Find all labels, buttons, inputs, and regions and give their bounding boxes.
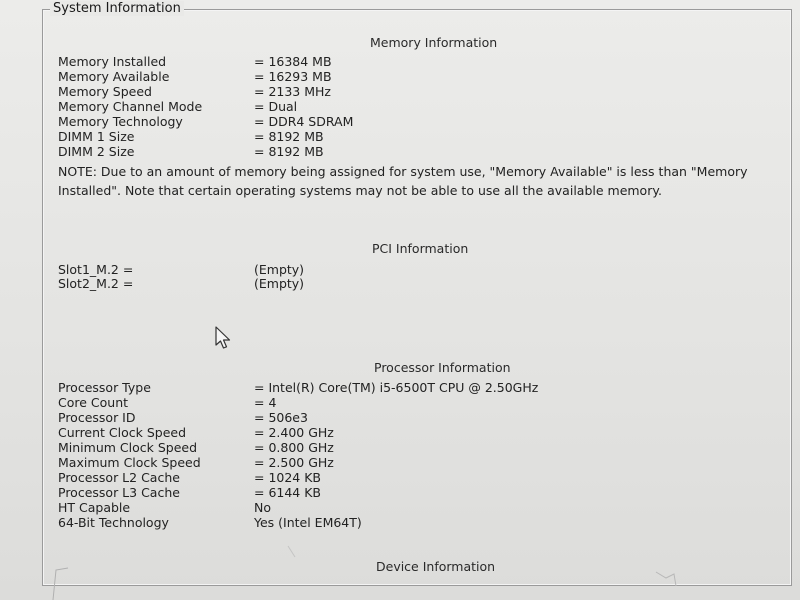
memory-note: NOTE: Due to an amount of memory being assigned for system use, "Memory Available" is less than "Memory Installed". Note that certain operating systems may not be able to use all the available memory. <box>58 164 748 198</box>
bios-screen: System Information Memory Information Memory Installed = 16384 MB Memory Available = 16293 MB Memory Speed = 2133 MHz Memory Channel Mode = Dual Memory Technology = DDR4 SDRAM DIMM 1 Size = 8192 MB DIMM 2 Size = 8192 MB NOTE: Due to an amount of memory being assigned for system use, "Memory Available" is less than "Memory Installed". Note that certain operating systems may not be able to use all the available memory. PCI Information Slot1_M.2 = (Empty) Slot2_M.2 = (Empty) Processor Information Processor Type = Intel(R) Core(TM) i5-6500T CPU @ 2.50GHz Core Count = 4 Processor ID = 506e3 Current Clock Speed = 2.400 GHz Minimum Clock Speed = 0.800 GHz Maximum Clock Speed = 2.500 GHz Processor L2 Cache = 1024 KB Processor L3 Cache = 6144 KB HT Capable No 64-Bit Technology Yes (Intel EM64T) Device Information <box>0 0 800 600</box>
device-information-title: Device Information <box>376 559 496 574</box>
groupbox-title: System Information <box>50 1 184 16</box>
pci-information-title: PCI Information <box>372 241 469 256</box>
screen-scratch <box>286 544 298 560</box>
screen-scratch <box>48 560 78 600</box>
screen-scratch <box>654 568 680 588</box>
memory-information-title: Memory Information <box>370 35 498 50</box>
mouse-pointer-icon <box>214 326 234 350</box>
processor-information-title: Processor Information <box>374 360 511 375</box>
